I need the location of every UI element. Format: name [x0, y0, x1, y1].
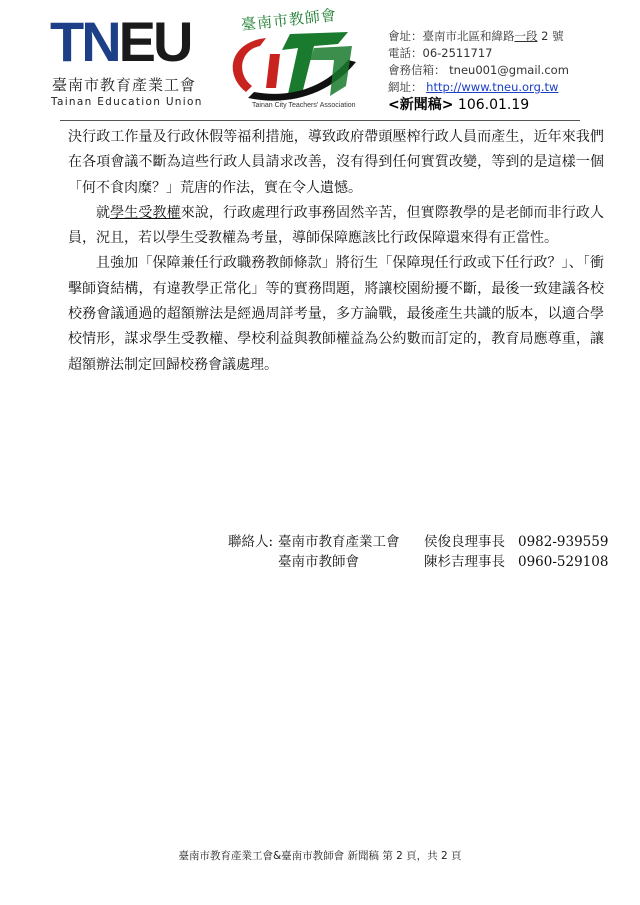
tneu-logo — [50, 10, 210, 108]
tneu-logo-mark: TNEU — [50, 10, 191, 73]
email: 會務信箱： tneu001@gmail.com — [388, 63, 569, 77]
website-line: 網址： http://www.tneu.org.tw — [388, 80, 559, 94]
contact-person: 陳杉吉理事長 — [424, 554, 505, 570]
contact-label: 聯絡人: — [228, 534, 274, 550]
address: 會址：臺南市北區和緯路一段 2 號 — [388, 29, 564, 43]
paragraph-1: 決行政工作量及行政休假等福利措施，導致政府帶頭壓榨行政人員而產生，近年來我們在各項會議不斷為這些行政人員請求改善，沒有得到任何實質改變，等到的是這樣一個「何不食肉糜？」荒唐的作法，實在令人遺憾。 — [68, 129, 604, 196]
teachers-name-en: Tainan City Teachers' Association — [252, 102, 356, 109]
contact-info — [388, 28, 638, 114]
tneu-name-en: Tainan Education Union — [51, 96, 203, 108]
teachers-name-cn: 臺南市教師會 — [240, 5, 338, 34]
underlined-phrase: 學生受教權 — [110, 204, 181, 221]
contact-row — [228, 552, 628, 572]
tneu-name-cn: 臺南市教育產業工會 — [52, 76, 197, 94]
press-release-label: <新聞稿> 106.01.19 — [388, 97, 530, 113]
teachers-association-logo — [218, 5, 378, 114]
contact-phone: 0960-529108 — [518, 554, 609, 570]
contact-row — [228, 532, 628, 552]
paragraph-2: 就學生受教權來說，行政處理行政事務固然辛苦，但實際教學的是老師而非行政人員，況且，若以學生受教權為考量，導師保障應該比行政保障還來得有正當性。 — [68, 204, 605, 247]
contact-org: 臺南市教師會 — [278, 554, 359, 570]
contact-person: 侯俊良理事長 — [424, 534, 505, 550]
contact-org: 臺南市教育產業工會 — [278, 534, 400, 550]
press-release-body — [68, 125, 604, 378]
contact-persons — [228, 532, 628, 572]
phone: 電話：06-2511717 — [388, 46, 493, 60]
letterhead — [0, 0, 640, 125]
header-divider — [60, 120, 580, 121]
paragraph-3: 且強加「保障兼任行政職務教師條款」將衍生「保障現任行政或下任行政？」、「衝擊師資結構，有違教學正常化」等的實務問題，將讓校園紛擾不斷，最後一致建議各校校務會議通過的超額辦法是經過周詳考量，多方論戰，最後產生共識的版本，以適合學校情形，謀求學生受教權、學校利益與教師權益為公約數而訂定的，教育局應尊重，讓超額辦法制定回歸校務會議處理。 — [68, 255, 604, 373]
website-link[interactable]: http://www.tneu.org.tw — [426, 80, 559, 94]
contact-phone: 0982-939559 — [518, 534, 609, 550]
page-footer: 臺南市教育產業工會&臺南市教師會 新聞稿 第 2 頁，共 2 頁 — [178, 850, 462, 862]
